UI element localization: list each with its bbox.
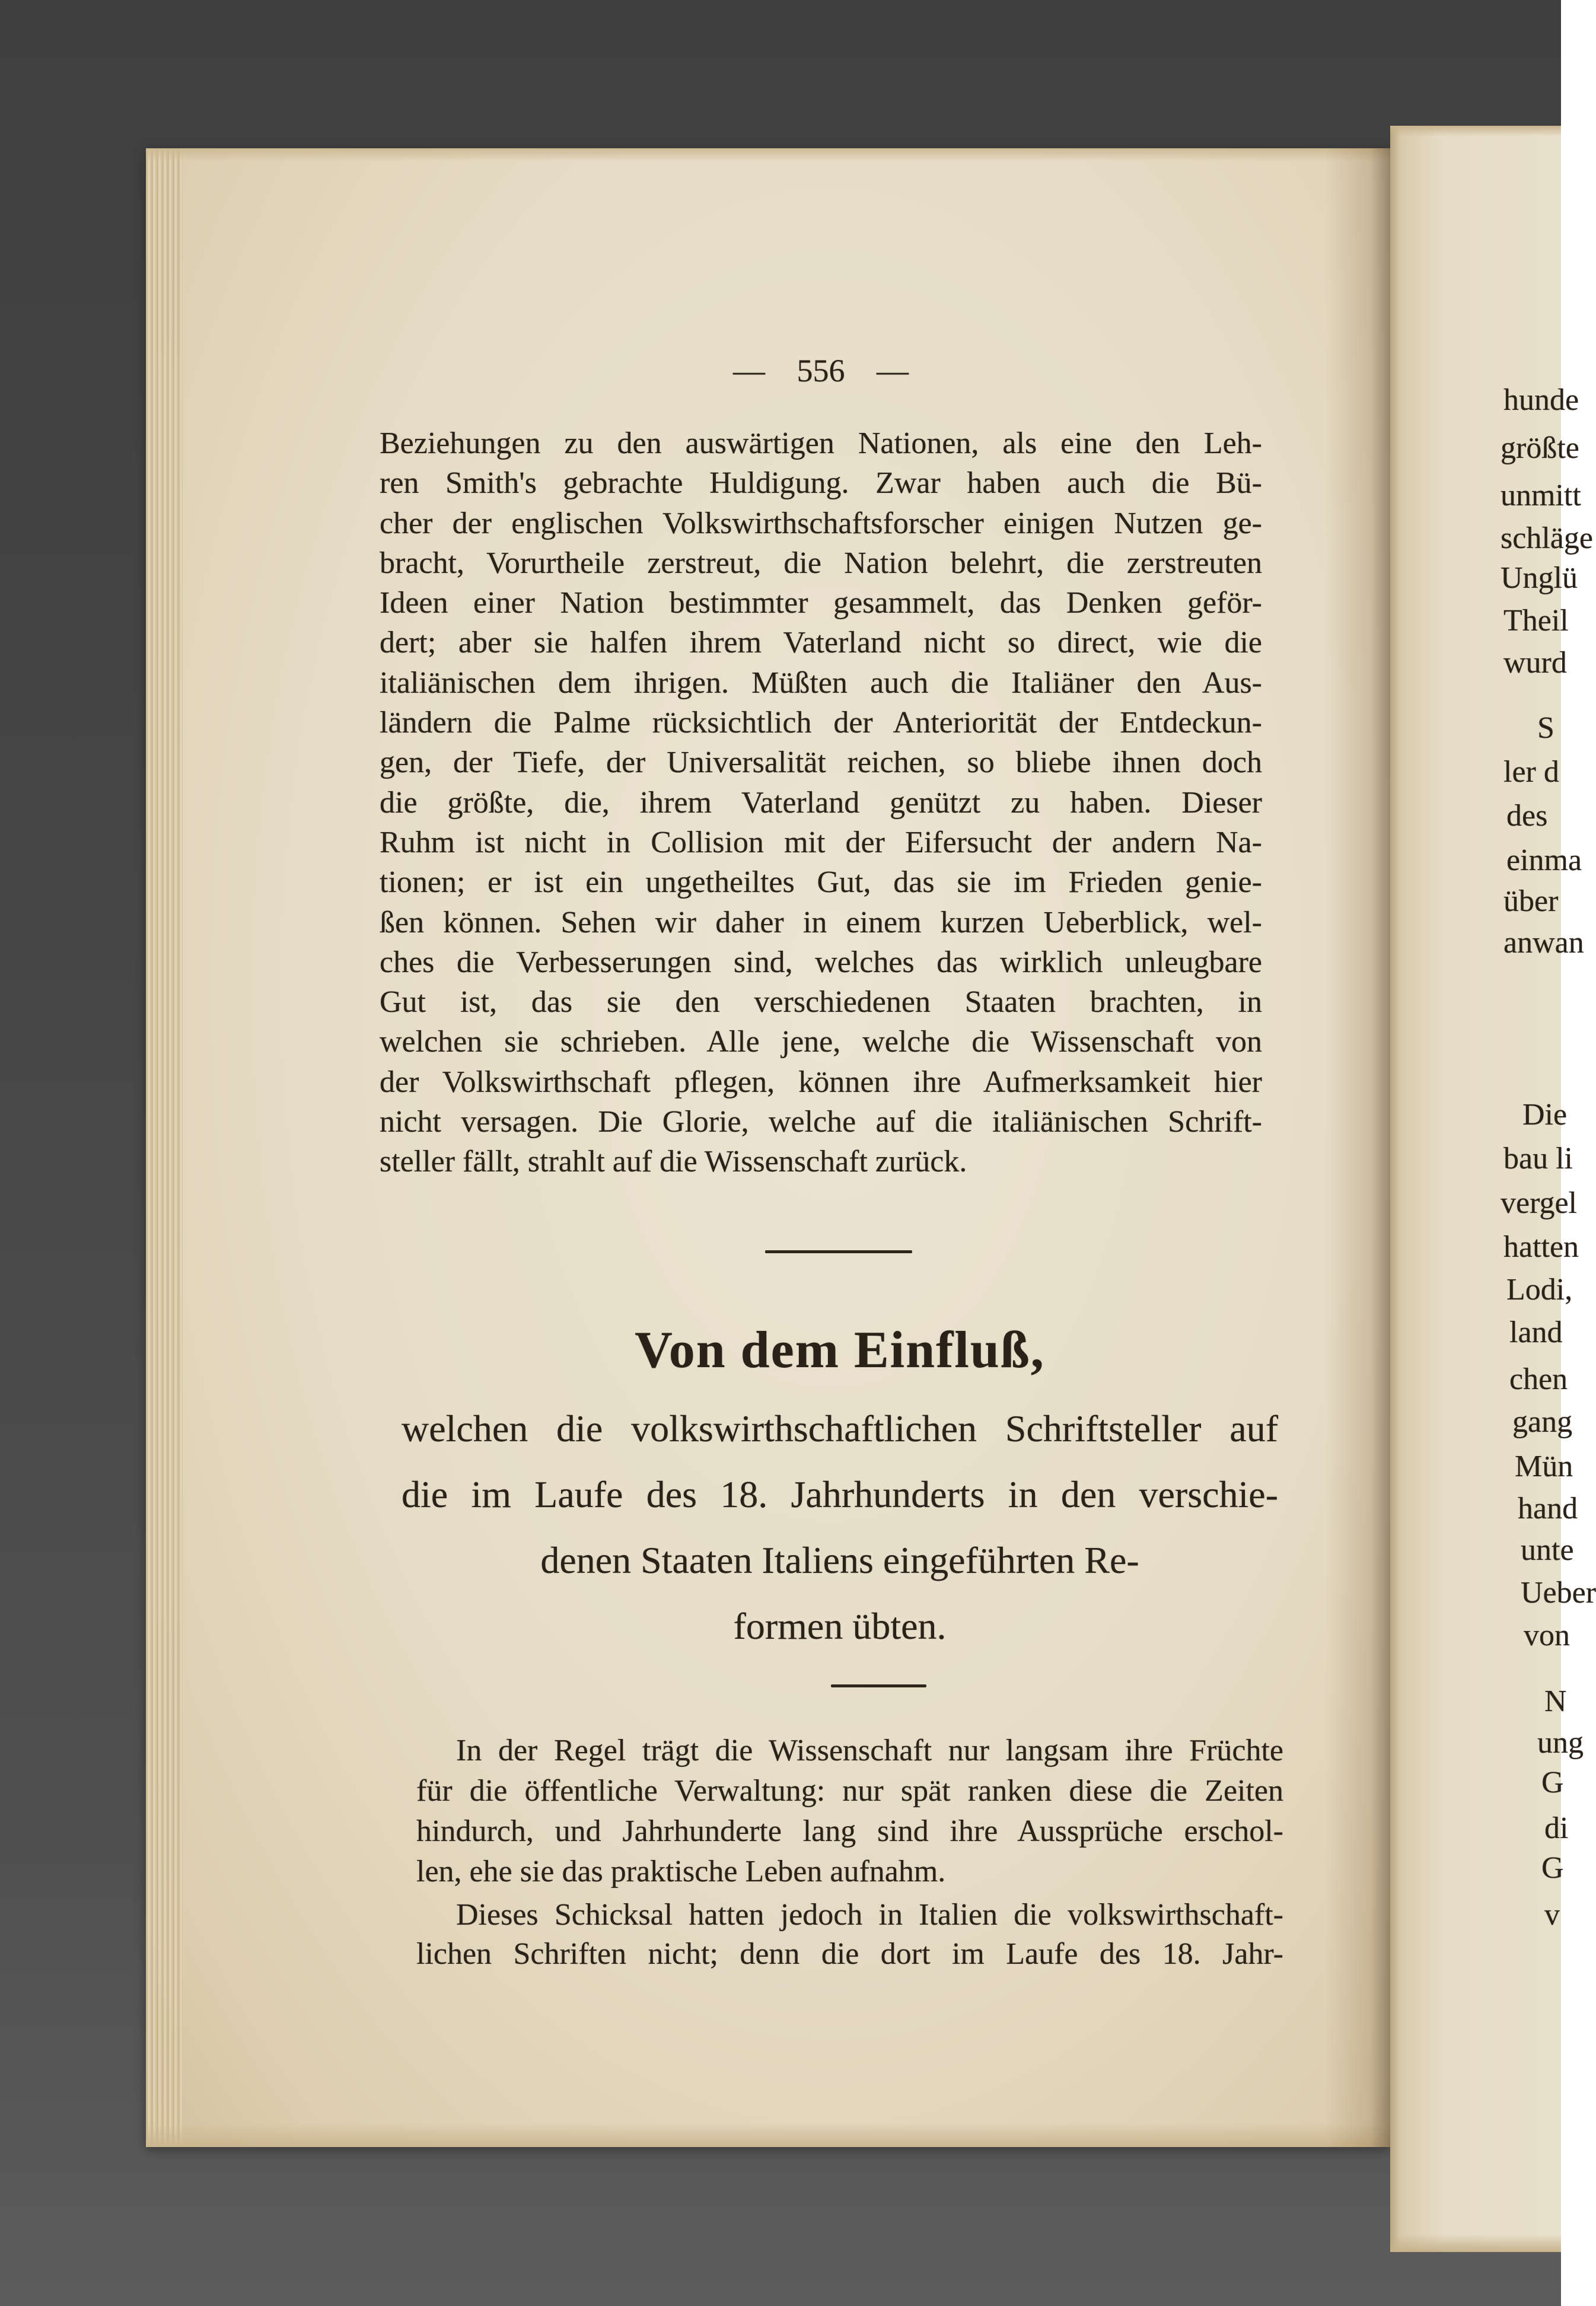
text-line: len, ehe sie das praktische Leben aufnahm. [416,1855,946,1888]
right-page-fragment: des [1506,799,1548,833]
page-top-edge [146,148,1390,161]
text-line: der Volkswirthschaft pflegen, können ihre Aufmerksamkeit hier [380,1065,1262,1099]
right-page-fragment: chen [1509,1362,1568,1396]
right-page-fragment: land [1509,1316,1563,1349]
section-subtitle [402,1396,1278,1659]
text-line: für die öffentliche Verwaltung: nur spät ranken diese die Zeiten [416,1774,1283,1808]
right-page-fragment: hatten [1503,1230,1579,1264]
right-page-fragment: ler d [1503,755,1559,789]
page-top-edge [1390,126,1561,136]
right-page-fragment: S [1537,711,1554,745]
text-line: gen, der Tiefe, der Universalität reichen, so bliebe ihnen doch [380,746,1262,780]
right-page-fragment: einma [1506,843,1582,877]
right-page-fragment: Unglü [1501,561,1578,595]
text-line: dert; aber sie halfen ihrem Vaterland nicht so direct, wie die [380,626,1262,660]
page-edge-stack [146,148,183,2147]
right-page-fragment: N [1544,1684,1567,1718]
page-bottom-edge [146,2123,1390,2147]
right-page-fragment: über [1503,884,1559,918]
body-paragraph-2 [416,1731,1283,1892]
right-page-fragment: größte [1501,431,1579,465]
gutter-shadow [1325,148,1390,2147]
text-line: die größte, die, ihrem Vaterland genützt zu haben. Dieser [380,785,1262,820]
text-line: In der Regel trägt die Wissenschaft nur langsam ihre Früchte [456,1734,1283,1767]
right-page-fragment: von [1524,1619,1570,1652]
horizontal-rule [765,1250,912,1253]
text-line: Ruhm ist nicht in Collision mit der Eifersucht der andern Na- [380,825,1262,859]
text-line: bracht, Vorurtheile zerstreut, die Nation belehrt, die zerstreuten [380,546,1262,580]
right-page-fragment: anwan [1503,926,1584,960]
right-page-fragment: Ueber [1521,1576,1596,1610]
horizontal-rule [831,1684,926,1687]
right-page-fragment: G [1541,1851,1564,1885]
subtitle-line: denen Staaten Italiens eingeführten Re- [540,1539,1139,1581]
body-paragraph-1 [380,423,1262,1182]
right-page-fragment: di [1544,1811,1569,1845]
text-line: italiänischen dem ihrigen. Müßten auch die Italiäner den Aus- [380,665,1262,700]
left-page [146,148,1390,2147]
text-line: ländern die Palme rücksichtlich der Anteriorität der Entdeckun- [380,706,1262,740]
subtitle-line: die im Laufe des 18. Jahrhunderts in den verschie- [402,1473,1278,1515]
right-page-fragment: gang [1512,1405,1573,1439]
right-page [1390,126,1596,2252]
right-page-fragment: hand [1518,1492,1578,1525]
subtitle-line: welchen die volkswirthschaftlichen Schriftsteller auf [402,1407,1278,1450]
text-line: welchen sie schrieben. Alle jene, welche die Wissenschaft von [380,1025,1262,1059]
right-page-fragment: ung [1537,1726,1584,1760]
body-paragraph-3 [416,1896,1283,1974]
subtitle-line: formen übten. [733,1605,947,1647]
text-line: Gut ist, das sie den verschiedenen Staaten brachten, in [380,985,1262,1020]
text-line: Ideen einer Nation bestimmter gesammelt, das Denken geför- [380,586,1262,620]
right-page-fragment: Die [1522,1098,1568,1132]
right-page-fragment: G [1541,1766,1564,1799]
text-line: tionen; er ist ein ungetheiltes Gut, das sie im Frieden genie- [380,865,1262,900]
page-bottom-edge [1390,2234,1561,2252]
text-line: cher der englischen Volkswirthschaftsforscher einigen Nutzen ge- [380,506,1262,540]
right-page-fragment: schläge [1501,521,1593,555]
right-page-fragment: bau li [1503,1142,1573,1176]
text-line: hindurch, und Jahrhunderte lang sind ihre Aussprüche erschol- [416,1814,1283,1848]
right-page-fragment: hunde [1503,383,1579,417]
right-page-fragment: unte [1521,1533,1574,1567]
text-line: Dieses Schicksal hatten jedoch in Italien die volkswirthschaft- [456,1898,1283,1932]
section-title: Von dem Einfluß, [635,1321,1045,1379]
right-page-fragment: Theil [1503,604,1569,638]
text-line: Beziehungen zu den auswärtigen Nationen, als eine den Leh- [380,426,1262,460]
text-line: steller fällt, strahlt auf die Wissenschaft zurück. [380,1145,967,1179]
text-line: lichen Schriften nicht; denn die dort im Laufe des 18. Jahr- [416,1937,1283,1971]
page-number: — 556 — [733,353,909,388]
right-page-fragment: Mün [1515,1450,1573,1483]
text-line: nicht versagen. Die Glorie, welche auf die italiänischen Schrift- [380,1105,1262,1139]
right-page-fragment: unmitt [1501,479,1581,512]
text-line: ßen können. Sehen wir daher in einem kurzen Ueberblick, wel- [380,905,1262,939]
right-page-fragment: wurd [1503,646,1567,680]
right-page-fragment: Lodi, [1506,1273,1573,1307]
right-page-fragment: v [1544,1898,1560,1932]
text-line: ren Smith's gebrachte Huldigung. Zwar haben auch die Bü- [380,466,1262,501]
text-line: ches die Verbesserungen sind, welches das wirklich unleugbare [380,945,1262,979]
right-page-fragment: vergel [1501,1186,1577,1220]
